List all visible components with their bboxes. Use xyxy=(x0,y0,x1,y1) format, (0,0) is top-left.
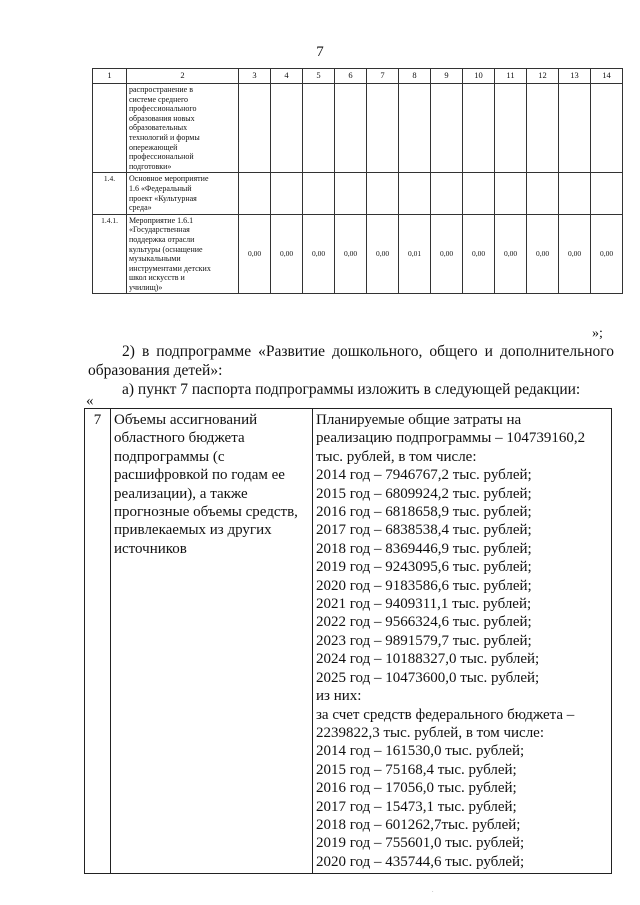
description-line: «Государственная xyxy=(129,225,190,235)
value-cell xyxy=(559,84,591,173)
label-line: привлекаемых из других xyxy=(114,522,272,539)
header-cell: 3 xyxy=(239,69,271,84)
value-cell: 0,00 xyxy=(431,214,463,294)
header-cell: 12 xyxy=(527,69,559,84)
description-line: профессионального xyxy=(129,104,197,114)
value-cell xyxy=(463,84,495,173)
content-line: 2015 год – 6809924,2 тыс. рублей; xyxy=(316,485,532,502)
description-line: подготовки» xyxy=(129,161,172,171)
row-index: 1.4. xyxy=(93,173,127,214)
label-line: расшифровкой по годам ее xyxy=(114,467,285,484)
label-line: реализации), а также xyxy=(114,485,248,502)
table-header-row xyxy=(93,69,623,84)
passport-item-number: 7 xyxy=(85,409,111,874)
value-cell: 0,00 xyxy=(303,214,335,294)
row-description xyxy=(127,173,239,214)
description-line: распространение в xyxy=(129,85,193,94)
passport-item-content xyxy=(313,409,612,874)
value-cell: 0,00 xyxy=(367,214,399,294)
content-line: реализацию подпрограммы – 104739160,2 xyxy=(316,430,586,447)
label-line: Объемы ассигнований xyxy=(114,412,258,428)
description-line: образовательных xyxy=(129,123,188,133)
row-index xyxy=(93,84,127,173)
value-cell: 0,00 xyxy=(271,214,303,294)
description-line: технологий и формы xyxy=(129,132,200,142)
header-cell: 5 xyxy=(303,69,335,84)
content-line: 2015 год – 75168,4 тыс. рублей; xyxy=(316,761,517,778)
subprogram-table xyxy=(92,68,623,294)
content-line: 2020 год – 435744,6 тыс. рублей; xyxy=(316,853,525,870)
description-line: Мероприятие 1.6.1 xyxy=(129,215,194,225)
table-row xyxy=(93,84,623,173)
row-description xyxy=(127,84,239,173)
description-line: Основное мероприятие xyxy=(129,174,209,184)
value-cell xyxy=(495,173,527,214)
value-cell: 0,00 xyxy=(495,214,527,294)
label-line: прогнозные объемы средств, xyxy=(114,504,298,521)
description-line: опережающей xyxy=(129,142,178,152)
amendment-subparagraph: а) пункт 7 паспорта подпрограммы изложить в следующей редакции: xyxy=(122,381,581,398)
value-cell: 0,00 xyxy=(335,214,367,294)
value-cell xyxy=(431,173,463,214)
value-cell xyxy=(495,84,527,173)
description-line: 1.6 «Федеральный xyxy=(129,183,192,193)
value-cell xyxy=(367,173,399,214)
header-cell: 6 xyxy=(335,69,367,84)
content-line: 2023 год – 9891579,7 тыс. рублей; xyxy=(316,632,532,649)
row-description xyxy=(127,214,239,294)
label-line: областного бюджета xyxy=(114,430,245,447)
content-line: 2017 год – 6838538,4 тыс. рублей; xyxy=(316,522,532,539)
description-line: училищ)» xyxy=(129,282,163,292)
description-line: образования новых xyxy=(129,113,195,123)
description-line: музыкальными xyxy=(129,254,181,264)
content-line: 2019 год – 9243095,6 тыс. рублей; xyxy=(316,559,532,576)
passport-table xyxy=(84,408,612,874)
closing-quote: »; xyxy=(592,326,603,341)
value-cell: 0,00 xyxy=(527,214,559,294)
value-cell xyxy=(303,173,335,214)
value-cell: 0,00 xyxy=(559,214,591,294)
content-line: 2017 год – 15473,1 тыс. рублей; xyxy=(316,798,517,815)
value-cell xyxy=(239,84,271,173)
header-cell: 1 xyxy=(93,69,127,84)
content-line: 2024 год – 10188327,0 тыс. рублей; xyxy=(316,651,540,668)
value-cell: 0,00 xyxy=(591,214,623,294)
passport-row xyxy=(85,409,612,874)
header-cell: 14 xyxy=(591,69,623,84)
header-cell: 9 xyxy=(431,69,463,84)
content-line: за счет средств федерального бюджета – xyxy=(316,706,575,723)
content-line: 2018 год – 601262,7тыс. рублей; xyxy=(316,816,521,833)
content-line: тыс. рублей, в том числе: xyxy=(316,448,477,465)
value-cell xyxy=(239,173,271,214)
value-cell xyxy=(335,84,367,173)
content-line: Планируемые общие затраты на xyxy=(316,412,522,428)
value-cell xyxy=(559,173,591,214)
table-row xyxy=(93,173,623,214)
value-cell xyxy=(271,84,303,173)
content-line: 2019 год – 755601,0 тыс. рублей; xyxy=(316,835,525,852)
content-line: 2016 год – 6818658,9 тыс. рублей; xyxy=(316,504,532,521)
header-cell: 7 xyxy=(367,69,399,84)
content-line: 2020 год – 9183586,6 тыс. рублей; xyxy=(316,577,532,594)
header-cell: 2 xyxy=(127,69,239,84)
label-line: источников xyxy=(114,540,187,557)
value-cell xyxy=(463,173,495,214)
value-cell xyxy=(591,173,623,214)
opening-quote: « xyxy=(86,393,94,409)
header-cell: 4 xyxy=(271,69,303,84)
content-line: 2239822,3 тыс. рублей, в том числе: xyxy=(316,724,545,741)
value-cell xyxy=(527,173,559,214)
description-line: системе среднего xyxy=(129,94,189,104)
value-cell xyxy=(271,173,303,214)
content-line: 2018 год – 8369446,9 тыс. рублей; xyxy=(316,540,532,557)
value-cell xyxy=(399,84,431,173)
label-line: подпрограммы (с xyxy=(114,448,225,465)
header-cell: 8 xyxy=(399,69,431,84)
scan-speck: . xyxy=(432,888,434,894)
content-line: из них: xyxy=(316,688,362,705)
value-cell xyxy=(591,84,623,173)
amendment-paragraph: 2) в подпрограмме «Развитие дошкольного, общего и дополнительного образования детей»: xyxy=(88,343,614,379)
value-cell xyxy=(527,84,559,173)
description-line: поддержка отрасли xyxy=(129,234,195,244)
description-line: культуры (оснащение xyxy=(129,244,203,254)
content-line: 2025 год – 10473600,0 тыс. рублей; xyxy=(316,669,540,686)
description-line: проект «Культурная xyxy=(129,193,197,203)
content-line: 2014 год – 161530,0 тыс. рублей; xyxy=(316,743,525,760)
content-line: 2022 год – 9566324,6 тыс. рублей; xyxy=(316,614,532,631)
header-cell: 13 xyxy=(559,69,591,84)
value-cell xyxy=(335,173,367,214)
value-cell xyxy=(431,84,463,173)
value-cell: 0,01 xyxy=(399,214,431,294)
page-number: 7 xyxy=(316,44,324,60)
description-line: профессиональной xyxy=(129,152,194,162)
content-line: 2014 год – 7946767,2 тыс. рублей; xyxy=(316,467,532,484)
value-cell: 0,00 xyxy=(239,214,271,294)
content-line: 2016 год – 17056,0 тыс. рублей; xyxy=(316,780,517,797)
description-line: инструментами детских xyxy=(129,263,211,273)
value-cell xyxy=(367,84,399,173)
table-row xyxy=(93,214,623,294)
description-line: среда» xyxy=(129,203,152,213)
row-index: 1.4.1. xyxy=(93,214,127,294)
value-cell xyxy=(399,173,431,214)
value-cell: 0,00 xyxy=(463,214,495,294)
content-line: 2021 год – 9409311,1 тыс. рублей; xyxy=(316,596,532,613)
header-cell: 11 xyxy=(495,69,527,84)
value-cell xyxy=(303,84,335,173)
header-cell: 10 xyxy=(463,69,495,84)
description-line: школ искусств и xyxy=(129,273,185,283)
passport-item-label xyxy=(111,409,313,874)
